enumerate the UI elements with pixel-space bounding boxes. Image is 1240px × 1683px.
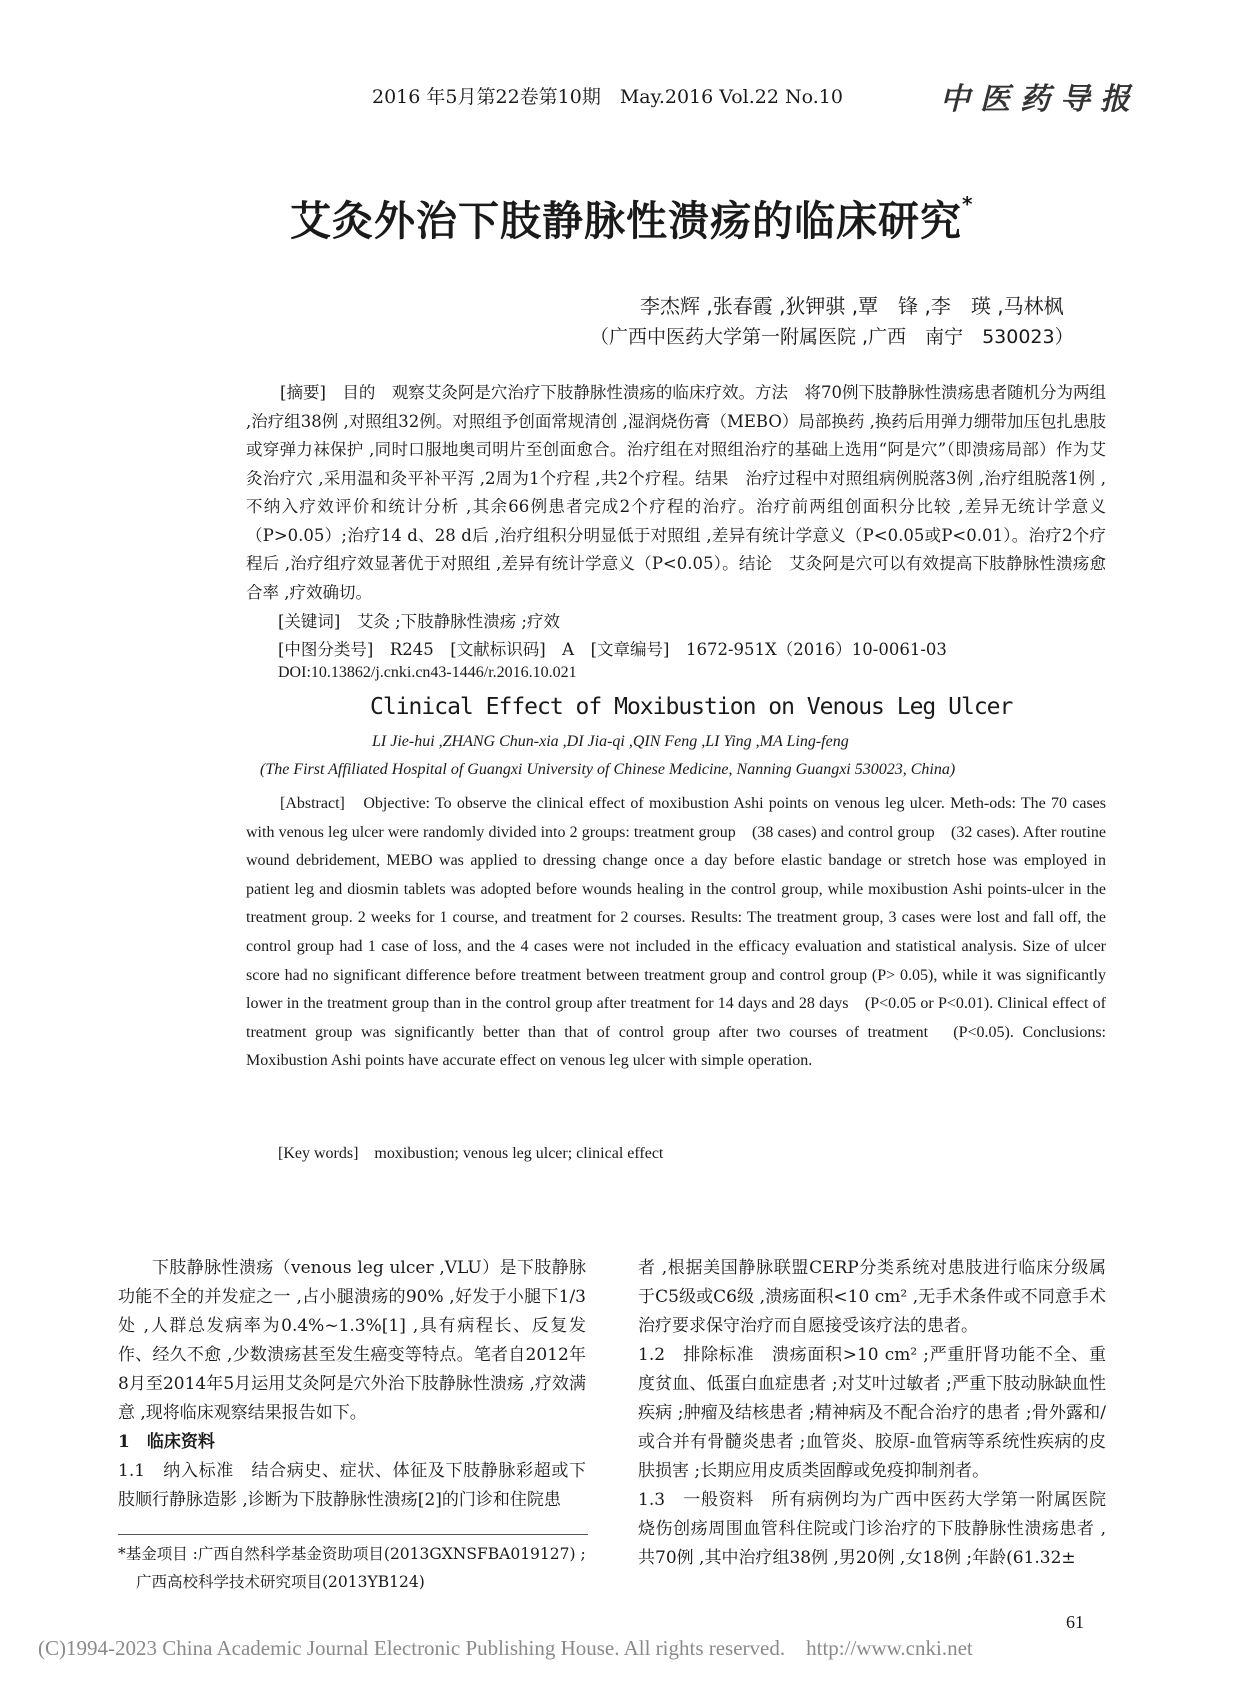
- footnote-divider: [118, 1534, 588, 1535]
- body-right-column: [638, 1254, 1106, 1573]
- funding-footnote: [118, 1540, 598, 1596]
- classification-line: [中图分类号] R245 [文献标识码] A [文章编号] 1672-951X（2016）10-0061-03: [278, 640, 947, 659]
- english-affiliation: (The First Affiliated Hospital of Guangxi University of Chinese Medicine, Nanning Guangxi 530023, China): [260, 761, 956, 778]
- section-heading-clinical-data: 1 临床资料: [118, 1432, 215, 1452]
- abstract-english: [Abstract] Objective: To observe the clinical effect of moxibustion Ashi points on venous leg ulcer. Meth-ods: The 70 cases with venous leg ulcer were randomly divided into 2 groups: treatment group (38 cases) and control group (32 cases). After routine wound debridement, MEBO was applied to dressing change once a day before elastic bandage or stretch hose was employed in patient leg and diosmin tablets was adopted before wounds healing in the control group, while moxibustion Ashi points-ulcer in the treatment group. 2 weeks for 1 course, and treatment for 2 courses. Results: The treatment group, 3 cases were lost and fall off, the control group had 1 case of loss, and the 4 cases were not included in the efficacy evaluation and statistical analysis. Size of ulcer score had no significant difference before treatment between treatment group and control group (P> 0.05), while it was significantly lower in the treatment group than in the control group after treatment for 14 days and 28 days (P<0.05 or P<0.01). Clinical effect of treatment group was significantly better than that of control group after two courses of treatment (P<0.05). Conclusions: Moxibustion Ashi points have accurate effect on venous leg ulcer with simple operation.: [246, 795, 1106, 1070]
- intro-paragraph: 下肢静脉性溃疡（venous leg ulcer ,VLU）是下肢静脉功能不全的并发症之一 ,占小腿溃疡的90% ,好发于小腿下1/3处 ,人群总发病率为0.4%~1.3%[1] ,具有病程长、反复发作、经久不愈 ,少数溃疡甚至发生癌变等特点。笔者自2012年8月至2014年5月运用艾灸阿是穴外治下肢静脉性溃疡 ,疗效满意 ,现将临床观察结果报告如下。: [118, 1258, 586, 1423]
- paper-title-text: 艾灸外治下肢静脉性溃疡的临床研究: [290, 197, 962, 245]
- body-left-column: [118, 1254, 586, 1515]
- affiliation: （广西中医药大学第一附属医院 ,广西 南宁 530023）: [590, 326, 1074, 348]
- abstract-chinese: [摘要] 目的 观察艾灸阿是穴治疗下肢静脉性溃疡的临床疗效。方法 将70例下肢静脉性溃疡患者随机分为两组 ,治疗组38例 ,对照组32例。对照组予创面常规清创 ,湿润烧伤膏（MEBO）局部换药 ,换药后用弹力绷带加压包扎患肢或穿弹力袜保护 ,同时口服地奥司明片至创面愈合。治疗组在对照组治疗的基础上选用“阿是穴”（即溃疡局部）作为艾灸治疗穴 ,采用温和灸平补平泻 ,2周为1个疗程 ,共2个疗程。结果 治疗过程中对照组病例脱落3例 ,治疗组脱落1例 ,不纳入疗效评价和统计分析 ,其余66例患者完成2个疗程的治疗。治疗前两组创面积分比较 ,差异无统计学意义（P>0.05）;治疗14 d、28 d后 ,治疗组积分明显低于对照组 ,差异有统计学意义（P<0.05或P<0.01）。治疗2个疗程后 ,治疗组疗效显著优于对照组 ,差异有统计学意义（P<0.05）。结论 艾灸阿是穴可以有效提高下肢静脉性溃疡愈合率 ,疗效确切。: [246, 383, 1106, 602]
- doi: DOI:10.13862/j.cnki.cn43-1446/r.2016.10.021: [278, 664, 577, 681]
- footnote-line-2: 广西高校科学技术研究项目(2013YB124): [136, 1573, 425, 1591]
- keywords-english: [Key words] moxibustion; venous leg ulcer; clinical effect: [278, 1145, 664, 1162]
- keywords-chinese: [关键词] 艾灸 ;下肢静脉性溃疡 ;疗效: [278, 612, 560, 631]
- english-authors: LI Jie-hui ,ZHANG Chun-xia ,DI Jia-qi ,QIN Feng ,LI Ying ,MA Ling-feng: [372, 733, 849, 750]
- english-title: Clinical Effect of Moxibustion on Venous Leg Ulcer: [370, 694, 1013, 720]
- page-number: 61: [1066, 1612, 1084, 1632]
- inclusion-criteria-cont: 者 ,根据美国静脉联盟CERP分类系统对患肢进行临床分级属于C5级或C6级 ,溃疡面积<10 cm² ,无手术条件或不同意手术治疗要求保守治疗而自愿接受该疗法的患者。: [638, 1258, 1106, 1336]
- footnote-line-1: *基金项目 :广西自然科学基金资助项目(2013GXNSFBA019127) ;: [118, 1545, 586, 1563]
- paper-title: [290, 188, 973, 247]
- general-data: 1.3 一般资料 所有病例均为广西中医药大学第一附属医院烧伤创疡周围血管科住院或门诊治疗的下肢静脉性溃疡患者 ,共70例 ,其中治疗组38例 ,男20例 ,女18例 ;年龄(61.32±: [638, 1490, 1106, 1568]
- funding-mark: *: [962, 192, 974, 216]
- exclusion-criteria: 1.2 排除标准 溃疡面积>10 cm² ;严重肝肾功能不全、重度贫血、低蛋白血症患者 ;对艾叶过敏者 ;严重下肢动脉缺血性疾病 ;肿瘤及结核患者 ;精神病及不配合治疗的患者 ;骨外露和/或合并有骨髓炎患者 ;血管炎、胶原-血管病等系统性疾病的皮肤损害 ;长期应用皮质类固醇或免疫抑制剂者。: [638, 1345, 1106, 1481]
- running-header: 2016 年5月第22卷第10期 May.2016 Vol.22 No.10: [372, 86, 843, 108]
- authors: 李杰辉 ,张春霞 ,狄钾骐 ,覃 锋 ,李 瑛 ,马林枫: [640, 294, 1064, 318]
- journal-logo: 中医药导报: [940, 82, 1140, 117]
- copyright-watermark: (C)1994-2023 China Academic Journal Electronic Publishing House. All rights reserved. http://www.cnki.net: [38, 1636, 973, 1660]
- inclusion-criteria: 1.1 纳入标准 结合病史、症状、体征及下肢静脉彩超或下肢顺行静脉造影 ,诊断为下肢静脉性溃疡[2]的门诊和住院患: [118, 1461, 586, 1510]
